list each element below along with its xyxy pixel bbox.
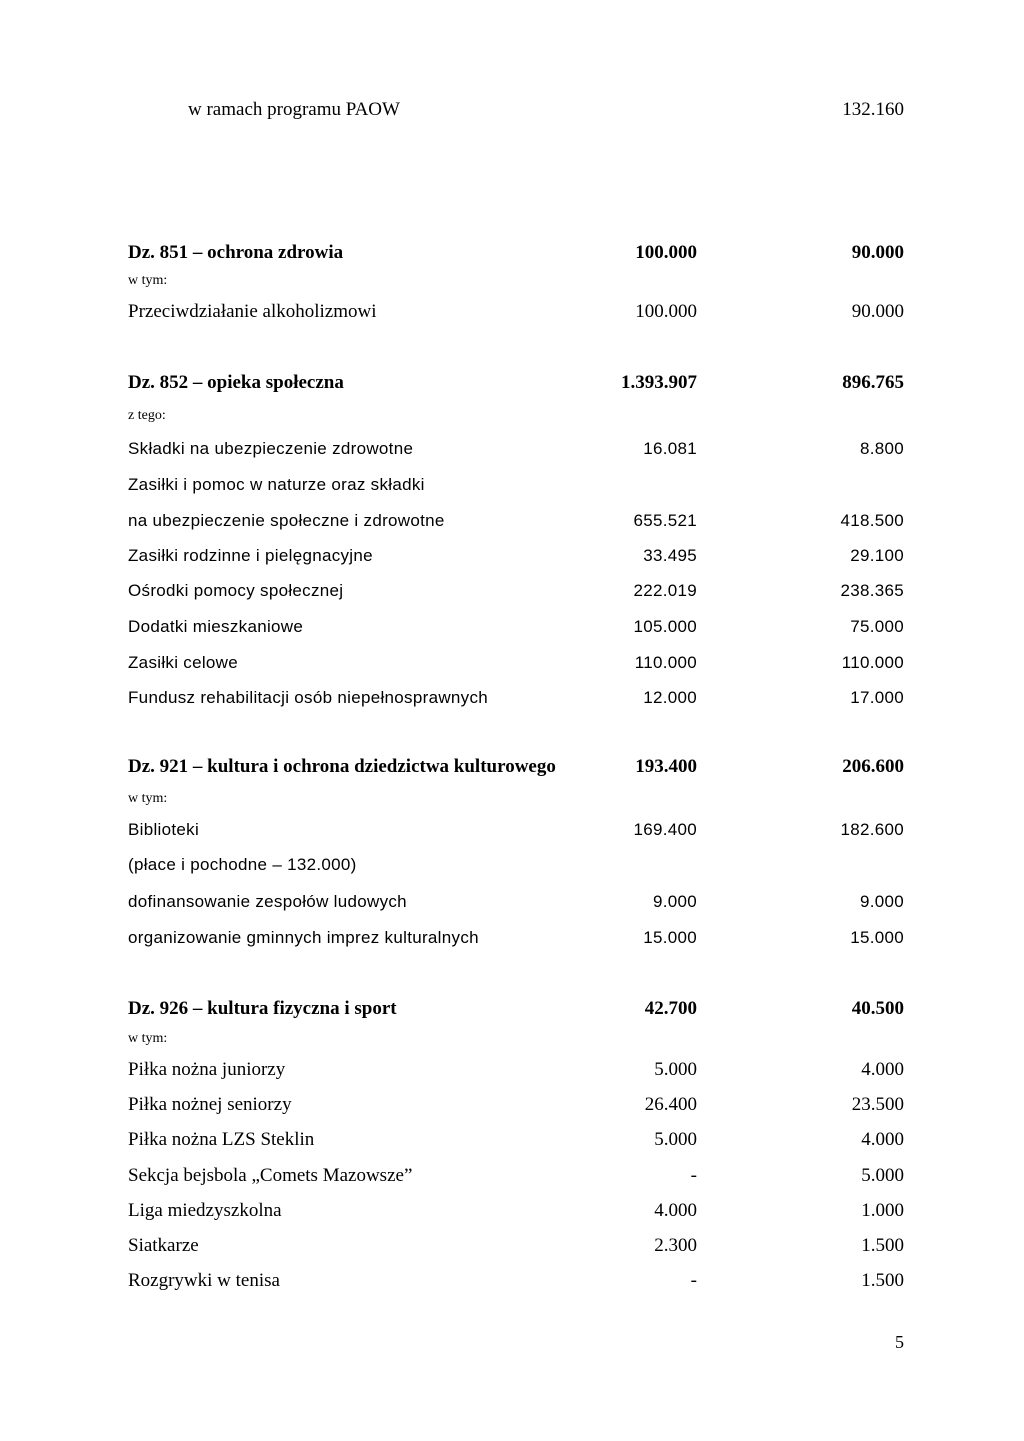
row-label: Biblioteki (128, 820, 200, 839)
row-v2: 8.800 (859, 439, 904, 458)
row-v2: 23.500 (851, 1094, 904, 1115)
row-v1: 655.521 (633, 511, 697, 530)
section-852-v2: 896.765 (842, 372, 904, 393)
table-row (128, 297, 904, 327)
section-921-header (128, 752, 904, 782)
table-row (128, 815, 904, 845)
section-921-sub-label: w tym: (128, 791, 168, 806)
row-v1: 169.400 (633, 820, 697, 839)
paow-label: w ramach programu PAOW (188, 99, 400, 120)
section-852-v1: 1.393.907 (621, 372, 697, 393)
table-row (128, 1125, 904, 1155)
row-v2: 110.000 (841, 653, 904, 672)
row-v2: 182.600 (840, 820, 904, 839)
row-v1: - (690, 1165, 697, 1186)
row-label: Zasiłki rodzinne i pielęgnacyjne (128, 546, 373, 565)
row-label: Przeciwdziałanie alkoholizmowi (128, 301, 377, 322)
row-v2: 418.500 (840, 511, 904, 530)
table-row (128, 648, 904, 678)
row-label: (płace i pochodne – 132.000) (128, 855, 357, 874)
row-label: Składki na ubezpieczenie zdrowotne (128, 439, 414, 458)
row-v1: 2.300 (654, 1235, 697, 1256)
section-921-title: Dz. 921 – kultura i ochrona dziedzictwa kulturowego (128, 756, 556, 777)
row-v1: 5.000 (654, 1059, 697, 1080)
table-row (128, 506, 904, 536)
table-row (128, 612, 904, 642)
row-label: Dodatki mieszkaniowe (128, 617, 304, 636)
row-v1: 12.000 (643, 688, 697, 707)
row-v1: 100.000 (635, 301, 697, 322)
paow-value: 132.160 (842, 99, 904, 120)
section-851-sub-label: w tym: (128, 273, 168, 288)
row-v2: 4.000 (861, 1129, 904, 1150)
table-row (128, 850, 904, 880)
section-926-v2: 40.500 (851, 998, 904, 1019)
table-row (128, 923, 904, 953)
row-v1: 16.081 (643, 439, 697, 458)
row-v2: 1.500 (861, 1270, 904, 1291)
table-row (128, 1090, 904, 1120)
section-852-header (128, 368, 904, 398)
row-v2: 17.000 (850, 688, 904, 707)
section-926-sub-label: w tym: (128, 1031, 168, 1046)
row-label: Fundusz rehabilitacji osób niepełnosprawnych (128, 688, 489, 707)
table-row (128, 1231, 904, 1261)
row-v1: 222.019 (633, 581, 697, 600)
row-label: Rozgrywki w tenisa (128, 1270, 280, 1291)
table-row (128, 1161, 904, 1191)
table-row (128, 1266, 904, 1296)
section-921-v2: 206.600 (842, 756, 904, 777)
section-921-sub (128, 784, 904, 814)
row-label: Liga miedzyszkolna (128, 1200, 282, 1221)
row-v2: 238.365 (840, 581, 904, 600)
row-label: Zasiłki i pomoc w naturze oraz składki (128, 475, 425, 494)
row-v2: 1.500 (861, 1235, 904, 1256)
row-label: Zasiłki celowe (128, 653, 239, 672)
section-926-title: Dz. 926 – kultura fizyczna i sport (128, 998, 397, 1019)
row-v2: 75.000 (850, 617, 904, 636)
row-label: Ośrodki pomocy społecznej (128, 581, 344, 600)
section-851-header (128, 238, 904, 268)
section-852-sub-label: z tego: (128, 408, 166, 423)
row-v1: 9.000 (652, 892, 697, 911)
section-852-title: Dz. 852 – opieka społeczna (128, 372, 344, 393)
row-label: Siatkarze (128, 1235, 199, 1256)
row-label: Piłka nożna juniorzy (128, 1059, 286, 1080)
row-v2: 29.100 (850, 546, 904, 565)
table-row (128, 576, 904, 606)
row-label: organizowanie gminnych imprez kulturalnych (128, 928, 479, 947)
row-v1: 5.000 (654, 1129, 697, 1150)
table-row (128, 1055, 904, 1085)
row-v1: 26.400 (644, 1094, 697, 1115)
row-label: Sekcja bejsbola „Comets Mazowsze” (128, 1165, 413, 1186)
section-851-sub (128, 266, 904, 296)
row-v2: 1.000 (861, 1200, 904, 1221)
section-852-sub (128, 401, 904, 431)
row-v1: 4.000 (654, 1200, 697, 1221)
table-row (128, 470, 904, 500)
table-row (128, 541, 904, 571)
row-label: Piłka nożnej seniorzy (128, 1094, 292, 1115)
section-926-v1: 42.700 (644, 998, 697, 1019)
row-label: na ubezpieczenie społeczne i zdrowotne (128, 511, 445, 530)
section-851-title: Dz. 851 – ochrona zdrowia (128, 242, 344, 263)
row-v2: 90.000 (851, 301, 904, 322)
section-921-v1: 193.400 (635, 756, 697, 777)
row-v1: 33.495 (643, 546, 697, 565)
row-v1: 15.000 (643, 928, 697, 947)
row-v2: 5.000 (861, 1165, 904, 1186)
section-926-sub (128, 1024, 904, 1054)
table-row (128, 683, 904, 713)
section-926-header (128, 994, 904, 1024)
table-row (128, 1196, 904, 1226)
row-label: dofinansowanie zespołów ludowych (128, 892, 407, 911)
section-851-v1: 100.000 (635, 242, 697, 263)
row-v2: 4.000 (861, 1059, 904, 1080)
table-row (128, 887, 904, 917)
row-label: Piłka nożna LZS Steklin (128, 1129, 315, 1150)
row-v1: 105.000 (633, 617, 697, 636)
row-v1: 110.000 (634, 653, 697, 672)
row-v1: - (690, 1270, 697, 1291)
section-851-v2: 90.000 (851, 242, 904, 263)
row-v2: 15.000 (850, 928, 904, 947)
row-v2: 9.000 (859, 892, 904, 911)
table-row (128, 434, 904, 464)
paow-line (188, 95, 904, 125)
page-number: 5 (895, 1332, 904, 1352)
